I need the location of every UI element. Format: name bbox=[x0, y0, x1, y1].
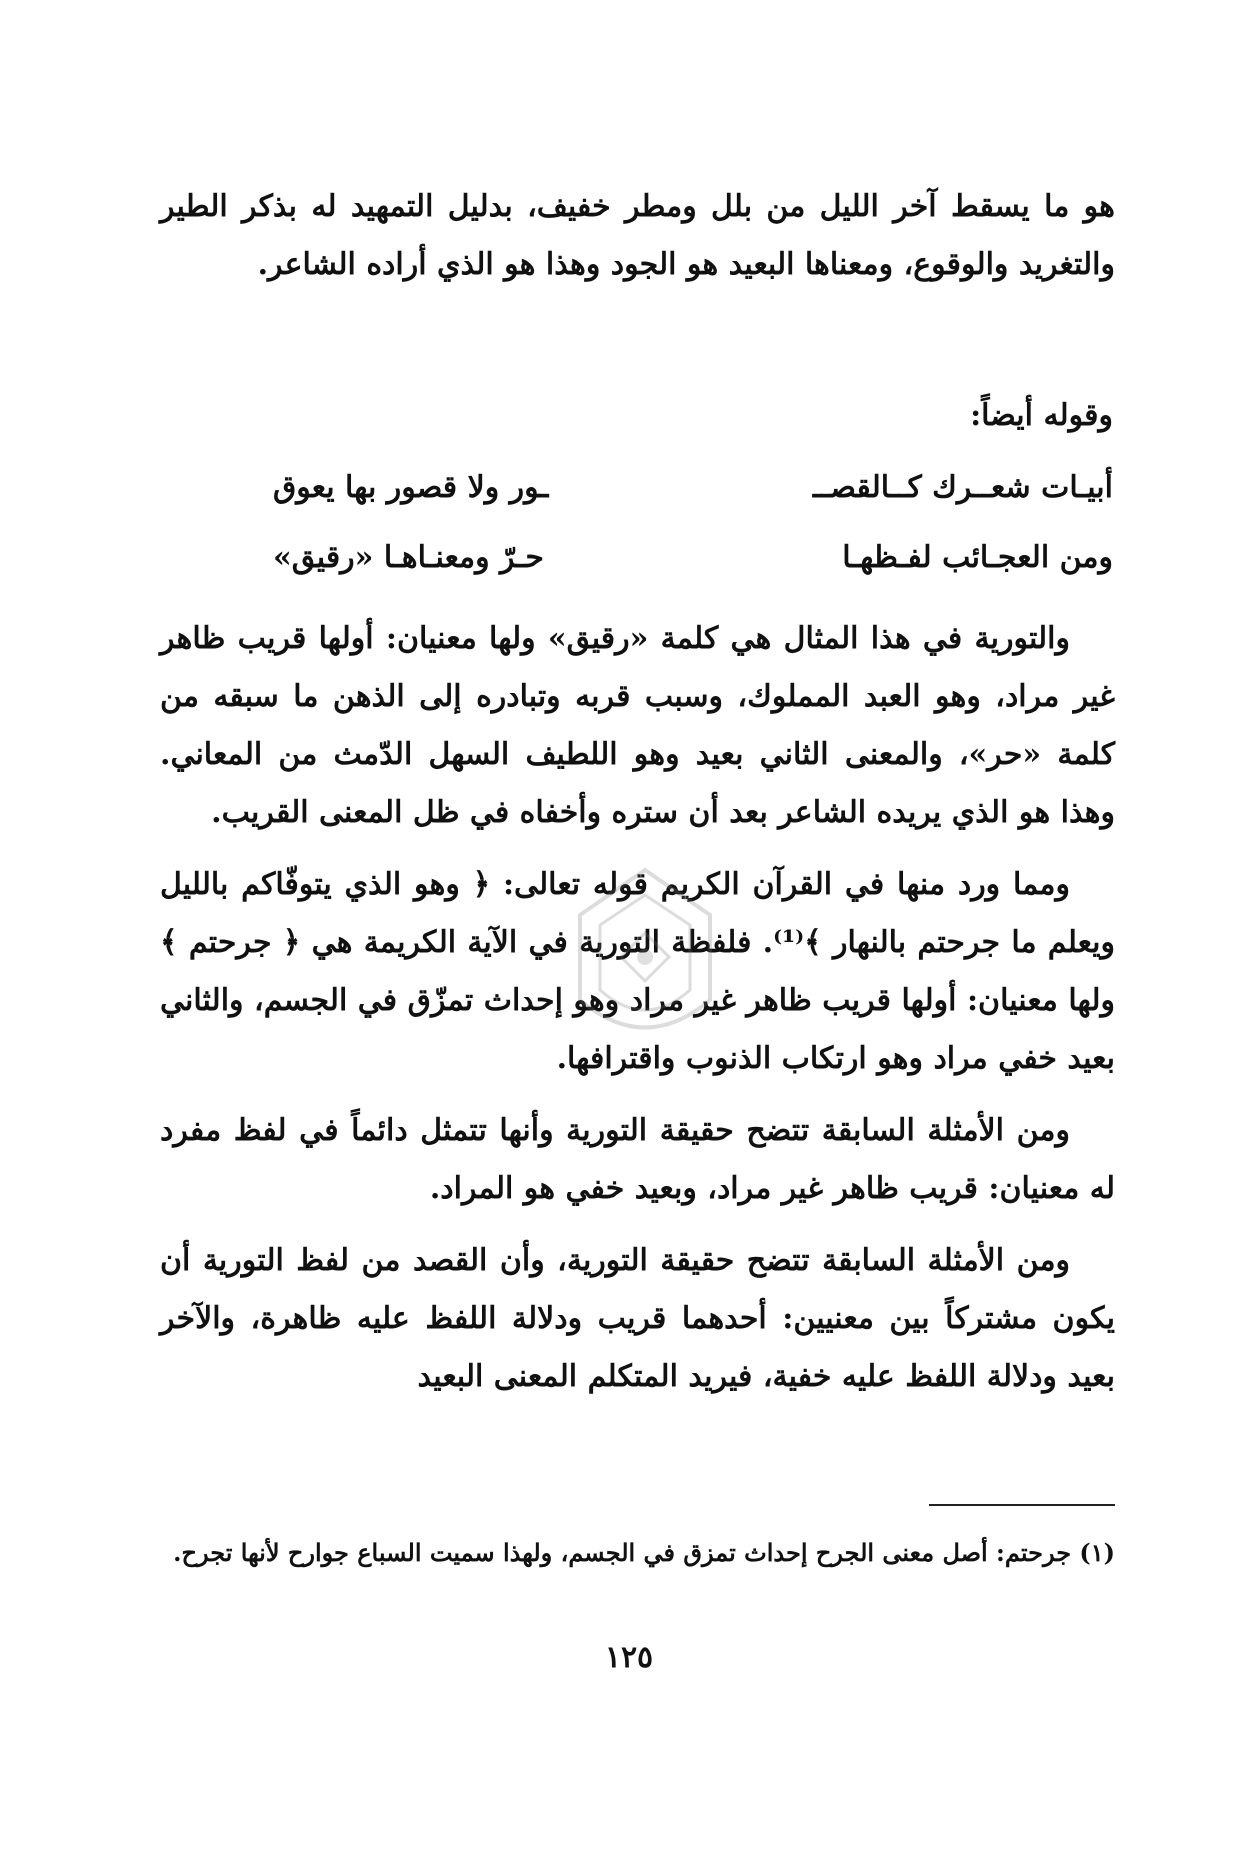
verse-first-hemistich: ومن العجـائب لفـظهـا bbox=[842, 540, 1113, 575]
opening-paragraph-block bbox=[160, 178, 1115, 294]
paragraph: والتورية في هذا المثال هي كلمة «رقيق» ولها معنيان: أولها قريب ظاهر غير مراد، وهو العبد المملوك، وسبب قربه وتبادره إلى الذهن ما سبقه من كلمة «حر»، والمعنى الثاني بعيد وهو اللطيف السهل الدّمث من المعاني. وهذا هو الذي يريده الشاعر بعد أن ستره وأخفاه في ظل المعنى القريب. bbox=[160, 621, 1115, 830]
verse-line bbox=[273, 470, 1113, 505]
footnote: (١) جرحتم: أصل معنى الجرح إحداث تمزق في الجسم، ولهذا سميت السباع جوارح لأنها تجرح. bbox=[173, 1538, 1115, 1567]
paragraph: ومن الأمثلة السابقة تتضح حقيقة التورية وأنها تتمثل دائماً في لفظ مفرد له معنيان: قريب ظاهر غير مراد، وبعيد خفي هو المراد. bbox=[160, 1113, 1115, 1206]
verse-first-hemistich: أبيـات شعــرك كــالقصــ bbox=[812, 470, 1113, 505]
verse-line bbox=[273, 540, 1113, 575]
page-number: ١٢٥ bbox=[604, 1640, 654, 1675]
paragraph: هو ما يسقط آخر الليل من بلل ومطر خفيف، بدليل التمهيد له بذكر الطير والتغريد والوقوع، ومعناها البعيد هو الجود وهذا هو الذي أراده الشاعر. bbox=[160, 189, 1115, 282]
verse-second-hemistich: ـور ولا قصور بها يعوق bbox=[273, 470, 549, 505]
verse-intro: وقوله أيضاً: bbox=[970, 398, 1113, 433]
footnote-separator bbox=[929, 1504, 1115, 1506]
paragraph: ومن الأمثلة السابقة تتضح حقيقة التورية، وأن القصد من لفظ التورية أن يكون مشتركاً بين معنيين: أحدهما قريب ودلالة اللفظ عليه ظاهرة، والآخر بعيد ودلالة اللفظ عليه خفية، فيريد المتكلم المعنى البعيد bbox=[160, 1243, 1115, 1394]
watermark-seal-icon bbox=[560, 860, 730, 1060]
verse-second-hemistich: حـرّ ومعنـاهـا «رقيق» bbox=[273, 540, 544, 575]
paragraph: ومما ورد منها في القرآن الكريم قوله تعالى: ﴿ وهو الذي يتوفّاكم بالليل ويعلم ما جرحتم بالنهار ﴾⁽¹⁾. فلفظة التورية في الآية الكريمة هي ﴿ جرحتم ﴾ ولها معنيان: أولها قريب ظاهر غير مراد وهو إحداث تمزّق في الجسم، والثاني بعيد خفي مراد وهو ارتكاب الذنوب واقترافها. bbox=[160, 867, 1115, 1076]
